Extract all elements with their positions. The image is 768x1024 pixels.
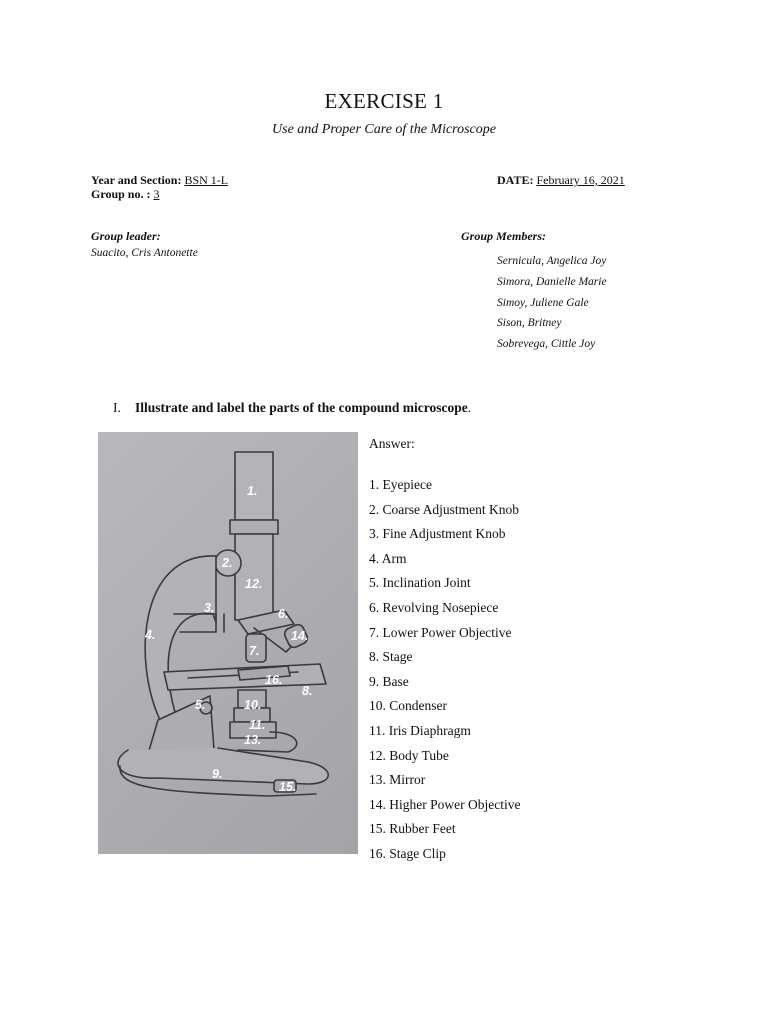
- group-no-label: Group no. :: [91, 187, 151, 201]
- date-line: [497, 173, 625, 188]
- drawing-label: 13.: [244, 733, 262, 747]
- group-member: Sobrevega, Cittle Joy: [497, 338, 596, 351]
- group-member: Simoy, Juliene Gale: [497, 296, 589, 309]
- group-members-label: Group Members:: [461, 229, 547, 243]
- group-members-list: [497, 251, 607, 355]
- drawing-label: 5.: [195, 698, 206, 712]
- answer-item: 12. Body Tube: [369, 747, 449, 763]
- drawing-label: 12.: [245, 577, 263, 591]
- date-value: February 16, 2021: [536, 173, 625, 187]
- exercise-subtitle: Use and Proper Care of the Microscope: [272, 122, 496, 137]
- answer-item: 2. Coarse Adjustment Knob: [369, 501, 519, 517]
- question-end: .: [467, 400, 472, 415]
- answer-item: 15. Rubber Feet: [369, 821, 456, 837]
- year-section-line: [91, 173, 228, 188]
- microscope-drawing: [98, 432, 358, 854]
- question-text: Illustrate and label the parts of the compound microscope: [135, 400, 468, 415]
- drawing-label: 15.: [279, 780, 297, 794]
- group-member: Simora, Danielle Marie: [497, 275, 607, 288]
- drawing-label: 1.: [247, 484, 258, 498]
- answer-item: 9. Base: [369, 673, 409, 689]
- drawing-label: 10.: [244, 698, 262, 712]
- group-member: Sernicula, Angelica Joy: [497, 255, 607, 267]
- answer-item: 8. Stage: [369, 649, 413, 665]
- answer-item: 1. Eyepiece: [369, 477, 432, 492]
- year-section-label: Year and Section:: [91, 173, 182, 187]
- drawing-label: 11.: [249, 718, 266, 732]
- year-section-value: BSN 1-L: [184, 173, 229, 187]
- question-line: [113, 400, 471, 416]
- answer-item: 3. Fine Adjustment Knob: [369, 526, 506, 542]
- answer-item: 6. Revolving Nosepiece: [369, 599, 499, 615]
- answer-item: 16. Stage Clip: [369, 845, 446, 861]
- drawing-label: 4.: [145, 628, 156, 642]
- drawing-label: 2.: [222, 556, 233, 570]
- answer-item: 4. Arm: [369, 550, 407, 566]
- drawing-label: 7.: [249, 644, 260, 658]
- drawing-label: 6.: [278, 607, 289, 621]
- drawing-label: 16.: [265, 673, 283, 687]
- answer-item: 7. Lower Power Objective: [369, 624, 512, 640]
- answer-item: 10. Condenser: [369, 698, 447, 714]
- drawing-label: 3.: [204, 601, 215, 615]
- drawing-label: 14.: [291, 629, 309, 643]
- microscope-sketch: [98, 432, 358, 854]
- date-label: DATE:: [497, 173, 534, 187]
- group-leader-name: Suacito, Cris Antonette: [91, 247, 198, 259]
- exercise-title: EXERCISE 1: [324, 89, 444, 113]
- question-number: I.: [113, 400, 121, 415]
- answer-item: 14. Higher Power Objective: [369, 796, 521, 812]
- answer-item: 13. Mirror: [369, 772, 426, 788]
- drawing-label: 9.: [212, 767, 223, 781]
- group-no-value: 3: [153, 187, 160, 201]
- answer-item: 5. Inclination Joint: [369, 575, 471, 591]
- answer-item: 11. Iris Diaphragm: [369, 722, 471, 738]
- drawing-label: 8.: [302, 684, 313, 698]
- group-leader-label: Group leader:: [91, 229, 161, 243]
- group-no-line: [91, 187, 159, 202]
- answer-heading: Answer:: [369, 436, 415, 451]
- group-member: Sison, Britney: [497, 317, 562, 330]
- answer-list: [369, 436, 520, 867]
